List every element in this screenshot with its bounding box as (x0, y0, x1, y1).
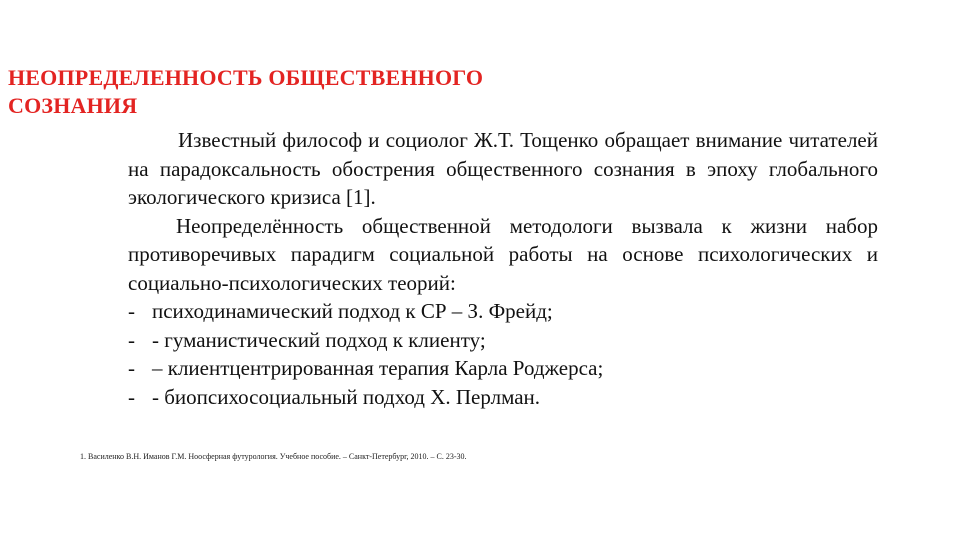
list-marker: - (128, 356, 135, 380)
methodology-paragraph: Неопределённость общественной методологи вызвала к жизни набор противоречивых парадигм социальной работы на основе психологических и социально-психологических теорий: (128, 213, 878, 295)
list-item (128, 383, 878, 412)
list-item-text: психодинамический подход к СР – З. Фрейд; (152, 299, 553, 323)
list-item-text: – клиентцентрированная терапия Карла Роджерса; (152, 356, 604, 380)
list-marker: - (128, 384, 135, 409)
list-marker: - (128, 299, 135, 323)
list-item (128, 297, 878, 326)
list-marker: - (128, 327, 135, 352)
list-item (128, 354, 878, 383)
slide-title (8, 64, 483, 120)
list-item-text: - гуманистический подход к клиенту; (152, 327, 486, 352)
paradigm-list (128, 297, 878, 411)
list-item (128, 326, 878, 355)
footnote: 1. Василенко В.Н. Иманов Г.М. Ноосферная футурология. Учебное пособие. – Санкт-Петербург, 2010. – С. 23-30. (80, 452, 467, 461)
intro-paragraph: Известный философ и социолог Ж.Т. Тощенко обращает внимание читателей на парадоксальность обострения общественного сознания в эпоху глобального экологического кризиса [1]. (128, 128, 878, 209)
slide-body (128, 126, 878, 411)
list-item-text: - биопсихосоциальный подход Х. Перлман. (152, 384, 541, 409)
slide-title-line-2: СОЗНАНИЯ (8, 93, 138, 118)
slide-title-line-1: НЕОПРЕДЕЛЕННОСТЬ ОБЩЕСТВЕННОГО (8, 65, 484, 90)
